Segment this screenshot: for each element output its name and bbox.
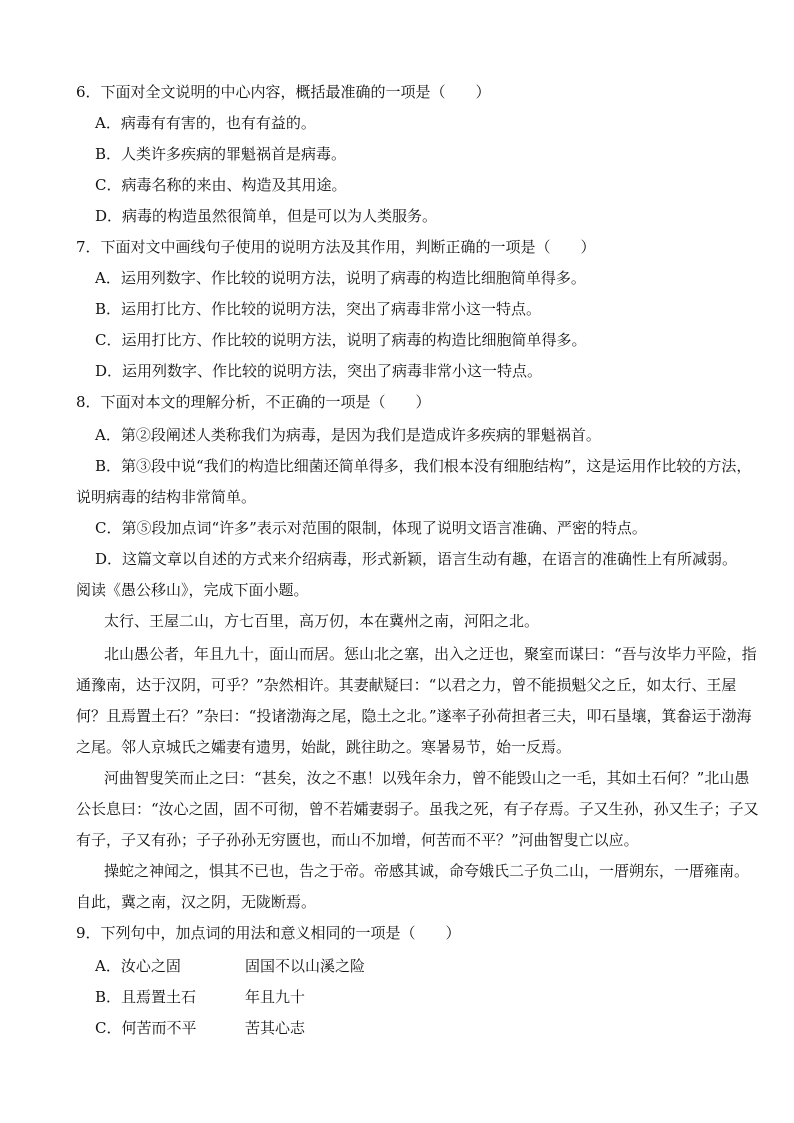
- passage-paragraph-3-line: 公长息曰：“汝心之固，固不可彻，曾不若孀妻弱子。虽我之死，有子存焉。子又生孙，孙又生子；子又: [76, 800, 759, 818]
- q7-option-b: B．运用打比方、作比较的说明方法，突出了病毒非常小这一特点。: [95, 300, 542, 318]
- passage-paragraph-1: 太行、王屋二山，方七百里，高万仞，本在冀州之南，河阳之北。: [104, 612, 540, 630]
- reading-intro: 阅读《愚公移山》，完成下面小题。: [76, 581, 309, 599]
- q7-option-d: D．运用列数字、作比较的说明方法，突出了病毒非常小这一特点。: [95, 362, 543, 380]
- q9-option-c-left: C．何苦而不平: [95, 1019, 197, 1037]
- q6-option-c: C．病毒名称的来由、构造及其用途。: [95, 176, 347, 194]
- passage-paragraph-2-line: 之尾。邻人京城氏之孀妻有遗男，始龀，跳往助之。寒暑易节，始一反焉。: [76, 738, 572, 756]
- q7-option-a: A．运用列数字、作比较的说明方法，说明了病毒的构造比细胞简单得多。: [95, 269, 586, 287]
- q7-stem: 7．下面对文中画线句子使用的说明方法及其作用，判断正确的一项是（ ）: [76, 238, 596, 256]
- passage-paragraph-3-line: 河曲智叟笑而止之曰：“甚矣，汝之不惠！以残年余力，曾不能毁山之一毛，其如土石何？”北山愚: [104, 769, 750, 787]
- q9-option-a: [95, 957, 181, 975]
- q8-option-b: B．第③段中说“我们的构造比细菌还简单得多，我们根本没有细胞结构”，这是运用作比较的方法，: [95, 457, 752, 475]
- q7-option-c: C．运用打比方、作比较的说明方法，说明了病毒的构造比细胞简单得多。: [95, 331, 587, 349]
- q9-option-b-right: 年且九十: [245, 988, 306, 1006]
- q9-option-b: [95, 988, 196, 1006]
- passage-paragraph-2-line: 北山愚公者，年且九十，面山而居。惩山北之塞，出入之迂也，聚室而谋曰：“吾与汝毕力平险，指: [104, 645, 757, 663]
- q8-option-d: D．这篇文章以自述的方式来介绍病毒，形式新颖，语言生动有趣，在语言的准确性上有所减弱。: [95, 550, 738, 568]
- passage-paragraph-2-line: 通豫南，达于汉阴，可乎？”杂然相许。其妻献疑曰：“以君之力，曾不能损魁父之丘，如太行、王屋: [76, 676, 737, 694]
- q9-option-b-left: B．且焉置土石: [95, 988, 197, 1006]
- passage-paragraph-2-line: 何？且焉置土石？”杂曰：“投诸渤海之尾，隐土之北。”遂率子孙荷担者三夫，叩石垦壤，箕畚运于渤海: [76, 707, 752, 725]
- q9-option-a-left: A．汝心之固: [95, 957, 181, 975]
- q9-option-c-right: 苦其心志: [245, 1019, 306, 1037]
- q6-option-d: D．病毒的构造虽然很简单，但是可以为人类服务。: [95, 207, 438, 225]
- passage-paragraph-4-line: 自此，冀之南，汉之阴，无陇断焉。: [76, 893, 317, 911]
- q6-option-b: B．人类许多疾病的罪魁祸首是病毒。: [95, 145, 347, 163]
- q9-option-c: [95, 1019, 196, 1037]
- q6-stem: 6．下面对全文说明的中心内容，概括最准确的一项是（ ）: [76, 83, 491, 101]
- q8-stem: 8．下面对本文的理解分析，不正确的一项是（ ）: [76, 393, 431, 411]
- q9-option-a-right: 固国不以山溪之险: [245, 957, 366, 975]
- passage-paragraph-3-line: 有子，子又有孙；子子孙孙无穷匮也，而山不加增，何苦而不平？”河曲智叟亡以应。: [76, 831, 639, 849]
- q8-option-c: C．第⑤段加点词“许多”表示对范围的限制，体现了说明文语言准确、严密的特点。: [95, 519, 647, 537]
- q9-stem: 9．下列句中，加点词的用法和意义相同的一项是（ ）: [76, 924, 461, 942]
- q8-option-b-continued: 说明病毒的结构非常简单。: [76, 488, 257, 506]
- passage-paragraph-4-line: 操蛇之神闻之，惧其不已也，告之于帝。帝感其诚，命夸娥氏二子负二山，一厝朔东，一厝雍南。: [104, 862, 750, 880]
- q6-option-a: A．病毒有有害的，也有有益的。: [95, 114, 316, 132]
- q8-option-a: A．第②段阐述人类称我们为病毒，是因为我们是造成许多疾病的罪魁祸首。: [95, 426, 601, 444]
